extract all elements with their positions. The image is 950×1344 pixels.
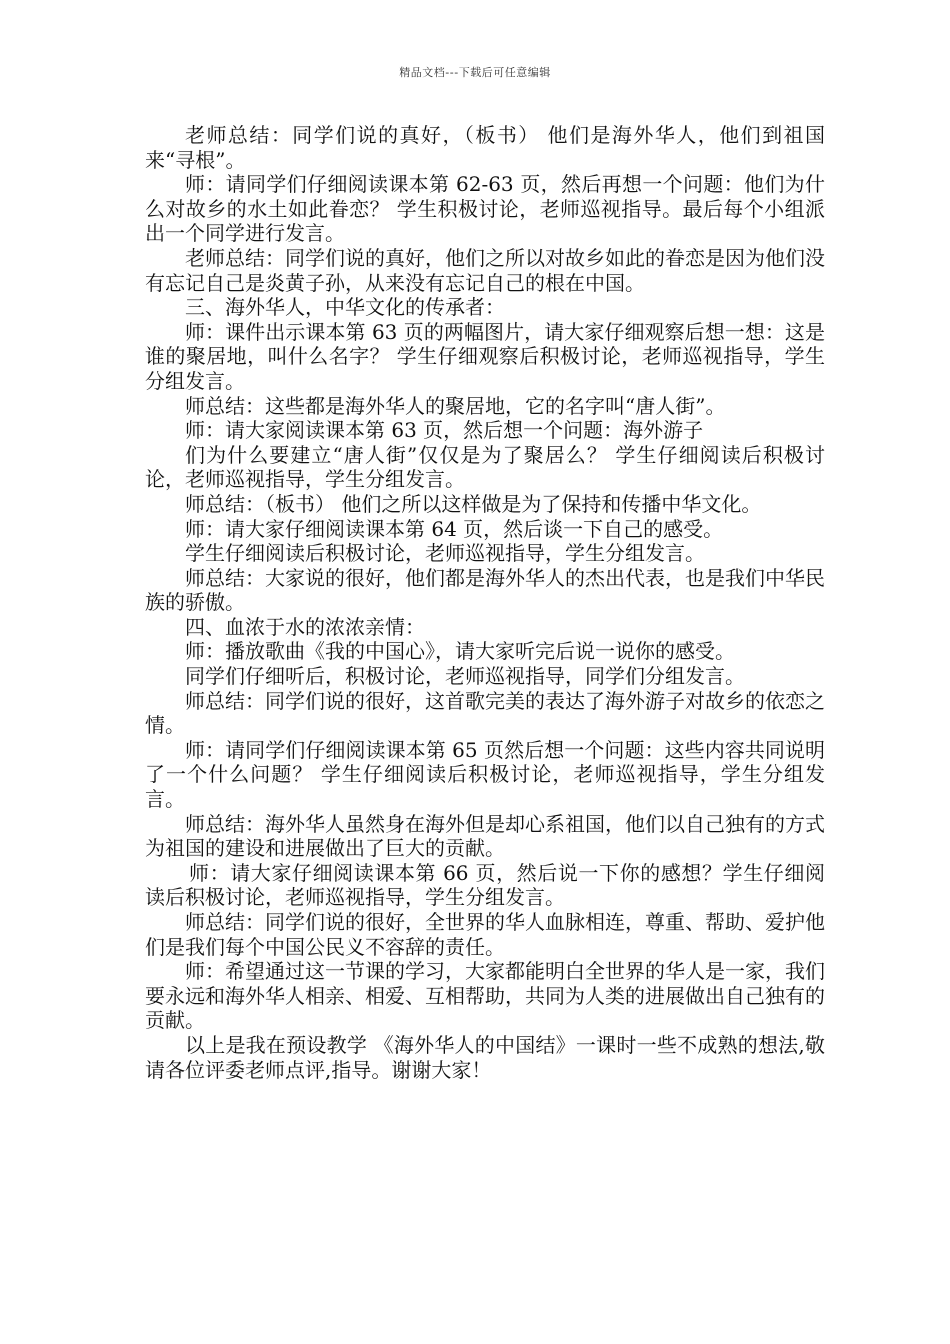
closing-paragraph: 以上是我在预设教学 《海外华人的中国结》一课时一些不成熟的想法,敬请各位评委老师点评,指导。谢谢大家！ <box>145 1032 825 1082</box>
paragraph: 同学们仔细听后，积极讨论，老师巡视指导，同学们分组发言。 <box>185 664 745 689</box>
paragraph: 师总结：海外华人虽然身在海外但是却心系祖国，他们以自己独有的方式为祖国的建设和进展做出了巨大的贡献。 <box>145 811 825 861</box>
paragraph: 师总结：（板书） 他们之所以这样做是为了保持和传播中华文化。 <box>185 491 762 516</box>
paragraph: 老师总结：同学们说的真好，（板书） 他们是海外华人，他们到祖国来“寻根”。 <box>145 123 825 172</box>
paragraph: 们为什么要建立“唐人街”仅仅是为了聚居么？ 学生仔细阅读后积极讨论，老师巡视指导，学生分组发言。 <box>145 442 825 492</box>
paragraph: 师：希望通过这一节课的学习，大家都能明白全世界的华人是一家，我们要永远和海外华人相亲、相爱、互相帮助，共同为人类的进展做出自己独有的贡献。 <box>145 959 825 1033</box>
paragraph: 学生仔细阅读后积极讨论，老师巡视指导，学生分组发言。 <box>185 541 705 566</box>
paragraph: 师总结：同学们说的很好，全世界的华人血脉相连，尊重、帮助、爱护他们是我们每个中国公民义不容辞的责任。 <box>145 910 825 959</box>
paragraph: 师：课件出示课本第 63 页的两幅图片，请大家仔细观察后想一想：这是谁的聚居地，叫什么名字？ 学生仔细观察后积极讨论，老师巡视指导，学生分组发言。 <box>145 319 825 393</box>
paragraph: 师：请同学们仔细阅读课本第 62-63 页，然后再想一个问题：他们为什么对故乡的水土如此眷恋？ 学生积极讨论，老师巡视指导。最后每个小组派出一个同学进行发言。 <box>145 172 825 246</box>
paragraph: 师总结：同学们说的很好，这首歌完美的表达了海外游子对故乡的依恋之情。 <box>145 688 825 738</box>
document-body <box>145 123 825 1082</box>
paragraph: 师：播放歌曲《我的中国心》，请大家听完后说一说你的感受。 <box>185 639 735 664</box>
paragraph: 师：请大家仔细阅读课本第 66 页，然后说一下你的感想？学生仔细阅读后积极讨论，老师巡视指导，学生分组发言。 <box>145 860 825 910</box>
page-header: 精品文档---下载后可任意编辑 <box>399 66 551 79</box>
paragraph: 师总结：大家说的很好，他们都是海外华人的杰出代表，也是我们中华民族的骄傲。 <box>145 565 825 615</box>
section-heading: 三、海外华人，中华文化的传承者： <box>185 295 505 320</box>
paragraph: 师：请同学们仔细阅读课本第 65 页然后想一个问题：这些内容共同说明了一个什么问题？ 学生仔细阅读后积极讨论，老师巡视指导，学生分组发言。 <box>145 737 825 812</box>
paragraph: 老师总结：同学们说的真好，他们之所以对故乡如此的眷恋是因为他们没有忘记自己是炎黄子孙，从来没有忘记自己的根在中国。 <box>145 245 825 295</box>
paragraph: 师：请大家仔细阅读课本第 64 页，然后谈一下自己的感受。 <box>185 516 724 541</box>
paragraph: 师总结：这些都是海外华人的聚居地，它的名字叫“唐人街”。 <box>185 393 726 418</box>
section-heading: 四、血浓于水的浓浓亲情： <box>185 614 425 639</box>
paragraph: 师：请大家阅读课本第 63 页，然后想一个问题：海外游子 <box>185 418 704 443</box>
